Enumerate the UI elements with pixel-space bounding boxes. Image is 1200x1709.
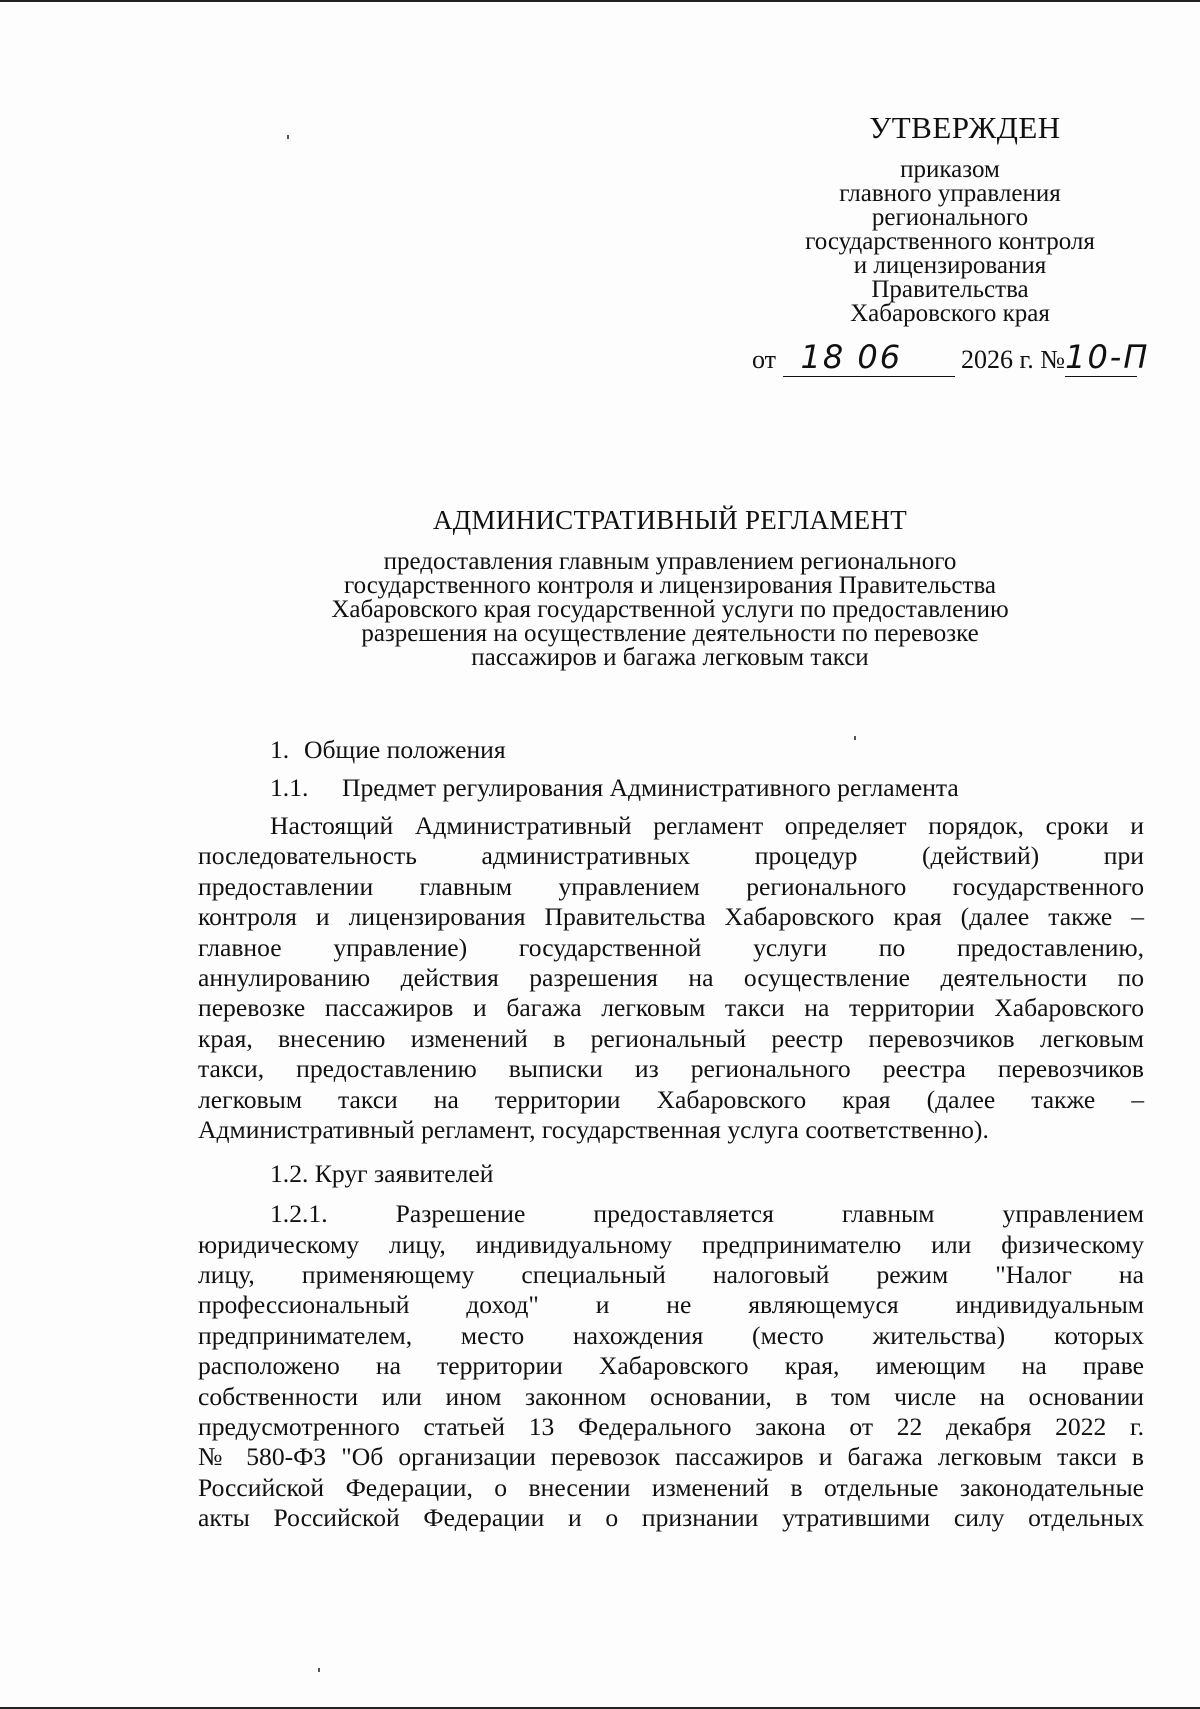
scan-speck (854, 736, 856, 740)
approval-lines (760, 158, 1140, 326)
document-title: АДМИНИСТРАТИВНЫЙ РЕГЛАМЕНТ (432, 505, 908, 535)
scan-speck (287, 135, 289, 139)
scan-top-edge (0, 0, 1200, 2)
scan-speck (318, 1668, 320, 1672)
document-body (198, 735, 1144, 1534)
paragraph-line: профессиональный доход" и не являющемуся индивидуальным (198, 1290, 1144, 1320)
order-date-handwritten: 18 06 (800, 338, 903, 376)
paragraph-line: предусмотренного статьей 13 Федерального закона от 22 декабря 2022 г. (198, 1412, 1144, 1442)
paragraph-1 (198, 811, 1144, 1145)
document-subtitle (200, 550, 1140, 670)
paragraph-line: Административный регламент, государственная услуга соответственно). (198, 1114, 989, 1144)
paragraph-line: последовательность административных процедур (действий) при (198, 841, 1144, 871)
approval-line: приказом (900, 156, 1000, 183)
order-date-field (783, 338, 955, 377)
subtitle-line: пассажиров и багажа легковым такси (471, 644, 869, 671)
paragraph-2 (198, 1199, 1144, 1533)
approval-line: Правительства (871, 276, 1029, 303)
paragraph-line: расположено на территории Хабаровского края, имеющим на праве (198, 1351, 1144, 1381)
subtitle-line: государственного контроля и лицензирования Правительства (343, 572, 997, 599)
paragraph-line: края, внесению изменений в региональный реестр перевозчиков легковым (198, 1023, 1144, 1053)
approval-line: главного управления (839, 180, 1061, 207)
paragraph-line: контроля и лицензирования Правительства Хабаровского края (далее также – (198, 902, 1144, 932)
order-prefix: от (752, 345, 777, 374)
paragraph-line: предпринимателем, место нахождения (место жительства) которых (198, 1320, 1144, 1350)
paragraph-line: аннулированию действия разрешения на осуществление деятельности по (198, 962, 1144, 992)
paragraph-line: лицу, применяющему специальный налоговый режим "Налог на (198, 1260, 1144, 1290)
paragraph-line: легковым такси на территории Хабаровского края (далее также – (198, 1084, 1144, 1114)
paragraph-line: собственности или ином законном основании, в том числе на основании (198, 1381, 1144, 1411)
paragraph-line: Российской Федерации, о внесении изменений в отдельные законодательные (198, 1472, 1144, 1502)
subtitle-line: Хабаровского края государственной услуги по предоставлению (331, 596, 1009, 623)
section-heading-1 (198, 735, 1144, 773)
subtitle-line: предоставления главным управлением регионального (383, 548, 957, 575)
paragraph-line: Настоящий Административный регламент определяет порядок, сроки и (270, 811, 1144, 840)
approval-line: и лицензирования (853, 252, 1047, 279)
approval-block (760, 110, 1140, 326)
order-year: 2026 г. № (961, 345, 1066, 374)
paragraph-line: 1.2.1. Разрешение предоставляется главным управлением (270, 1199, 1144, 1229)
paragraph-line: юридическому лицу, индивидуальному предпринимателю или физическому (198, 1229, 1144, 1259)
section-title: Общие положения (304, 735, 506, 764)
approval-heading: УТВЕРЖДЕН (869, 110, 1061, 145)
section-heading-1-1 (198, 773, 1144, 811)
subtitle-line: разрешения на осуществление деятельности по перевозке (361, 620, 979, 647)
order-number-field (1065, 338, 1150, 377)
approval-line: государственного контроля (805, 228, 1095, 255)
paragraph-line: акты Российской Федерации и о признании утратившими силу отдельных (198, 1503, 1144, 1533)
paragraph-line: главное управление) государственной услуги по предоставлению, (198, 932, 1144, 962)
paragraph-line: перевозке пассажиров и багажа легковым такси на территории Хабаровского (198, 993, 1144, 1023)
paragraph-line: предоставлении главным управлением регионального государственного (198, 871, 1144, 901)
order-number-handwritten: 10-П (1065, 338, 1150, 376)
section-title: Предмет регулирования Административного регламента (342, 773, 959, 802)
approval-line: регионального (871, 204, 1029, 231)
approval-line: Хабаровского края (850, 300, 1050, 327)
section-number: 1. (270, 735, 290, 764)
paragraph-line: такси, предоставлению выписки из регионального реестра перевозчиков (198, 1054, 1144, 1084)
section-number: 1.1. (270, 773, 309, 802)
section-heading-1-2: 1.2. Круг заявителей (270, 1159, 494, 1189)
paragraph-line: № 580-ФЗ "Об организации перевозок пассажиров и багажа легковым такси в (198, 1442, 1144, 1472)
order-reference (752, 338, 1150, 377)
